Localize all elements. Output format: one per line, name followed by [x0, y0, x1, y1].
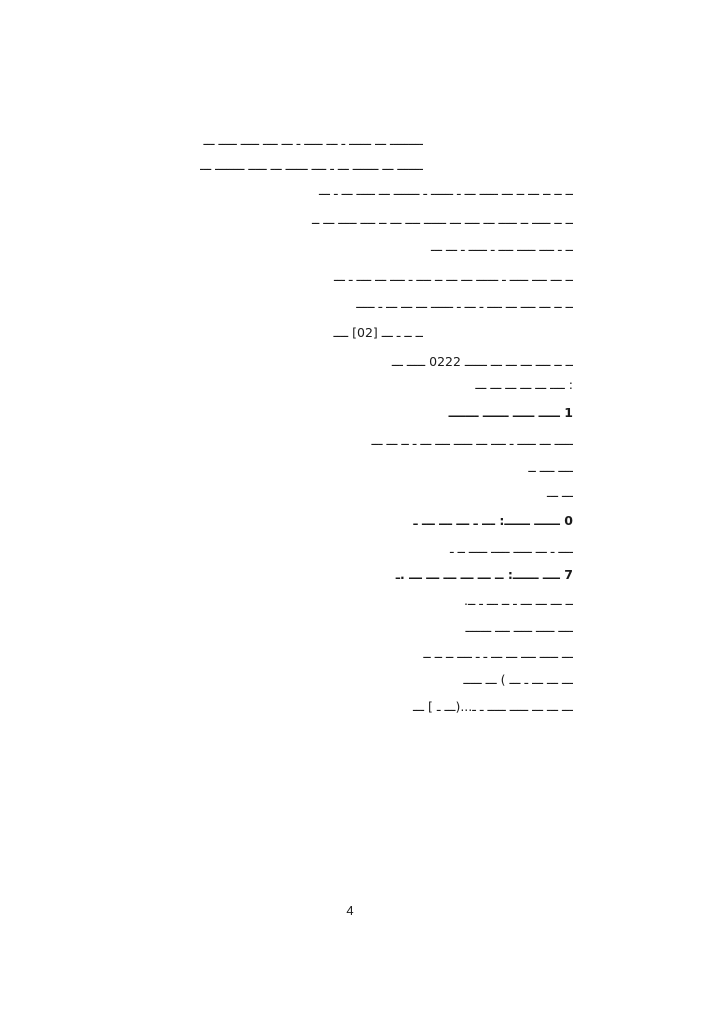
- text-line: ــ ــ ــ ـــ ــ ـــ ـــــ ـــ ـ ــــــ ـ ـــــــ ـــ ـــــ ـــ ـ ـــ: [318, 183, 573, 198]
- text-line: ــ ــ ـــــ ــ ـــــ ـــ ــــ ـــ ــــــ ــــ ـــ ــ ــــ ـــــ ـــ ــ: [311, 212, 573, 227]
- section-heading: 7 ــــ ــــــ: ــ ـــ ـــ ـــ ـــ ـــ .ـ: [395, 567, 573, 582]
- text-line: ـــ ـــــ ــــ ـــ ـــ ـ ـ ــــ ــ ــ ــ: [423, 646, 573, 661]
- text-line: ــــ ـــــ ـــــ ــــ ـــــــ: [465, 620, 573, 635]
- text-line: ــ ــ ــــ ـــ ـــ ـــ ــــــ 0222 ـــــ ـــ: [391, 354, 573, 369]
- text-line: ــ ـــ ــــ ـــــ ـ ــــــ ـــ ـــ ــ ــــ ـ ــــ ـــ ــــ ـ ـــ: [333, 269, 573, 284]
- text-line: : ــــ ـــ ـــ ـــ ـــ ـــ: [475, 377, 573, 392]
- text-line: ـــ ـــ ـــ ـ ـــ ) ـــ ـــــ: [463, 672, 573, 687]
- text-line: ــــ ــــ ــ: [528, 460, 573, 475]
- text-line: ــ ــ ـ ـــ [02] ــــ: [333, 325, 423, 340]
- text-line: ــ ـ ــــ ـــــ ــــ ـ ـــــ ـ ـــ ـــ: [431, 239, 573, 254]
- page-number: 4: [346, 903, 354, 918]
- text-line: ـــــــ ـــ ـــــــ ـــ ـ ــــ ــــــ ـــ ـــــ ــــــــ ـــ: [200, 158, 423, 173]
- text-line: ـــ ـــ ـــ ـــــ ـــــ ـ ـ...(ـــ ـ ] ـــ: [413, 699, 573, 714]
- text-line: ـــ ـــ: [547, 485, 573, 500]
- section-heading: 1 ـــــ ـــــ ــــــ ـــــــ: [448, 405, 573, 420]
- text-line: ــ ــ ـــ ــــ ـــ ــــ ـ ـــ ـ ــــــ ـــ ـــ ـــ ـ ـــــ: [356, 296, 573, 311]
- text-line: ــــ ـ ـــ ـــــ ـــــ ـــــ ــ ـ: [449, 541, 573, 556]
- section-heading: 0 ــــــ ــــــ: ـــ ـ ـــ ـــ ـــ ـ: [413, 513, 573, 528]
- text-line: ــ ـــ ـــ ـــ ـ ــ ـــ ـ ــ.: [463, 593, 573, 608]
- text-line: ـــــ ـــ ـــــ ـ ــــ ـــ ـــــ ــــ ـــ ـ ــ ـــ ـــ: [371, 433, 573, 448]
- text-line: ـــــــــ ـــ ــــــ ـ ـــ ـــــ ـ ـــ ــــ ـــــ ـــــ ـــ: [203, 133, 423, 148]
